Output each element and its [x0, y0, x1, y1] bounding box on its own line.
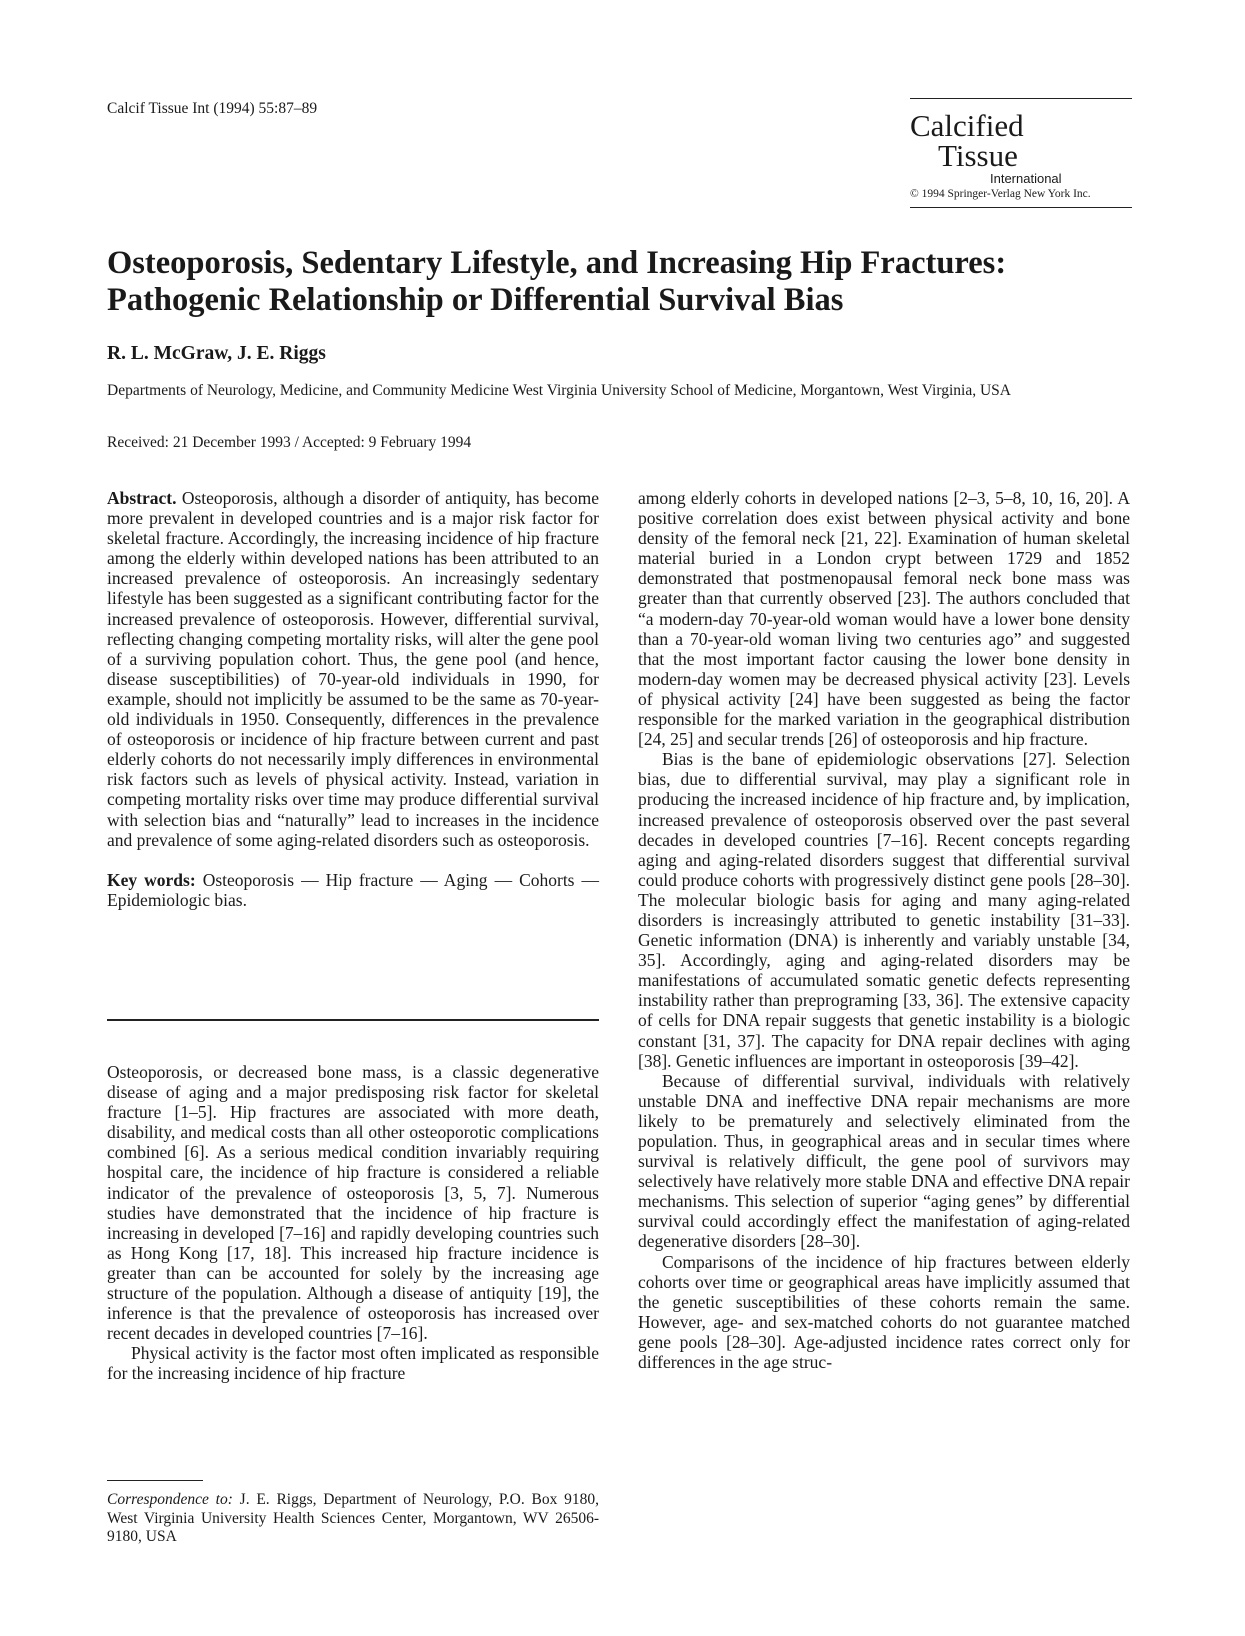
journal-citation: Calcif Tissue Int (1994) 55:87–89 — [107, 100, 318, 117]
author-list: R. L. McGraw, J. E. Riggs — [107, 343, 326, 364]
article-title: Osteoporosis, Sedentary Lifestyle, and Increasing Hip Fractures: Pathogenic Relationship or Differential Survival Bias — [107, 245, 1007, 318]
author-affiliation: Departments of Neurology, Medicine, and Community Medicine West Virginia University School of Medicine, Morgantown, West Virginia, USA — [107, 382, 1011, 399]
copyright-notice: © 1994 Springer-Verlag New York Inc. — [910, 188, 1091, 200]
correspondence-footnote — [107, 1491, 599, 1547]
abstract-label: Abstract. — [107, 488, 177, 508]
footnote-rule — [107, 1480, 203, 1481]
journal-name-line3: International — [990, 171, 1062, 186]
abstract-divider — [107, 1019, 599, 1021]
journal-masthead — [910, 98, 1132, 208]
introduction — [107, 1062, 599, 1384]
keywords — [107, 870, 599, 910]
journal-name-line1: Calcified — [910, 108, 1024, 143]
right-column — [638, 488, 1130, 1372]
body-paragraph-2: Physical activity is the factor most often implicated as responsible for the increasing incidence of hip fracture — [107, 1343, 599, 1384]
keywords-text: Osteoporosis — Hip fracture — Aging — Cohorts — Epidemiologic bias. — [107, 869, 600, 910]
body-paragraph-2-continued: among elderly cohorts in developed nations [2–3, 5–8, 10, 16, 20]. A positive correlation does exist between physical activity and bone density of the femoral neck [21, 22]. Examination of human skeletal material buried in a London crypt between 1729 and 1852 demonstrated that postmenopausal femoral neck bone mass was greater than that currently observed [23]. The authors concluded that “a modern-day 70-year-old woman would have a lower bone density than a 70-year-old woman living two centuries ago” and suggested that the most important factor causing the lower bone density in modern-day women may be decreased physical activity [23]. Levels of physical activity [24] have been suggested as being the factor responsible for the marked variation in the geographical distribution [24, 25] and secular trends [26] of osteoporosis and hip fracture. — [638, 488, 1130, 750]
body-paragraph-1: Osteoporosis, or decreased bone mass, is a classic degenerative disease of aging and a major predisposing risk factor for skeletal fracture [1–5]. Hip fractures are associated with more death, disability, and medical costs than all other osteoporotic complications combined [6]. As a serious medical condition invariably requiring hospital care, the incidence of hip fracture is considered a reliable indicator of the prevalence of osteoporosis [3, 5, 7]. Numerous studies have demonstrated that the incidence of hip fracture is increasing in developed [7–16] and rapidly developing countries such as Hong Kong [17, 18]. This increased hip fracture incidence is greater than can be accounted for solely by the increasing age structure of the population. Although a disease of antiquity [19], the inference is that the prevalence of osteoporosis has increased over recent decades in developed countries [7–16]. — [107, 1062, 599, 1344]
body-paragraph-4: Because of differential survival, individuals with relatively unstable DNA and ineffective DNA repair mechanisms are more likely to be prematurely and selectively eliminated from the population. Thus, in geographical areas and in secular times where survival is relatively difficult, the gene pool of survivors may selectively have relatively more stable DNA and effective DNA repair mechanisms. This selection of superior “aging genes” by differential survival could accordingly effect the manifestation of aging-related degenerative disorders [28–30]. — [638, 1070, 1130, 1252]
body-paragraph-5: Comparisons of the incidence of hip fractures between elderly cohorts over time or geographical areas have implicitly assumed that the genetic susceptibilities of these cohorts remain the same. However, age- and sex-matched cohorts do not guarantee matched gene pools [28–30]. Age-adjusted incidence rates correct only for differences in the age struc- — [638, 1251, 1130, 1373]
abstract-text: Osteoporosis, although a disorder of antiquity, has become more prevalent in developed countries and is a major risk factor for skeletal fracture. Accordingly, the increasing incidence of hip fracture among the elderly within developed nations has been attributed to an increased prevalence of osteoporosis. An increasingly sedentary lifestyle has been suggested as a significant contributing factor for the increased prevalence of osteoporosis. However, differential survival, reflecting changing competing mortality risks, will alter the gene pool of a surviving population cohort. Thus, the gene pool (and hence, disease susceptibilities) of 70-year-old individuals in 1990, for example, should not implicitly be assumed to be the same as 70-year-old individuals in 1950. Consequently, differences in the prevalence of osteoporosis or incidence of hip fracture between current and past elderly cohorts do not necessarily imply differences in environmental risk factors such as levels of physical activity. Instead, variation in competing mortality risks over time may produce differential survival with selection bias and “naturally” lead to increases in the incidence and prevalence of some aging-related disorders such as osteoporosis. — [107, 488, 600, 850]
body-paragraph-3: Bias is the bane of epidemiologic observations [27]. Selection bias, due to differential survival, may play a significant role in producing the increased incidence of hip fracture and, by implication, increased prevalence of osteoporosis observed over the past several decades in developed countries [7–16]. Recent concepts regarding aging and aging-related disorders suggest that differential survival could produce cohorts with progressively distinct gene pools [28–30]. The molecular biologic basis for aging and many aging-related disorders is increasingly attributed to genetic instability [31–33]. Genetic information (DNA) is inherently and variably unstable [34, 35]. Accordingly, aging and aging-related disorders may be manifestations of accumulated somatic genetic defects representing instability rather than preprograming [33, 36]. The extensive capacity of cells for DNA repair suggests that genetic instability is a biologic constant [31, 37]. The capacity for DNA repair declines with aging [38]. Genetic influences are important in osteoporosis [39–42]. — [638, 749, 1130, 1071]
masthead-bottom-rule — [910, 207, 1132, 208]
left-column — [107, 488, 599, 910]
masthead-top-rule — [910, 98, 1132, 99]
received-dates: Received: 21 December 1993 / Accepted: 9 February 1994 — [107, 434, 472, 451]
footnote-text: J. E. Riggs, Department of Neurology, P.O. Box 9180, West Virginia University Health Sciences Center, Morgantown, WV 26506-9180, USA — [107, 1491, 599, 1545]
footnote-label: Correspondence to: — [107, 1491, 233, 1508]
journal-name-line2: Tissue — [938, 138, 1018, 173]
keywords-label: Key words: — [107, 869, 196, 890]
abstract — [107, 488, 599, 850]
